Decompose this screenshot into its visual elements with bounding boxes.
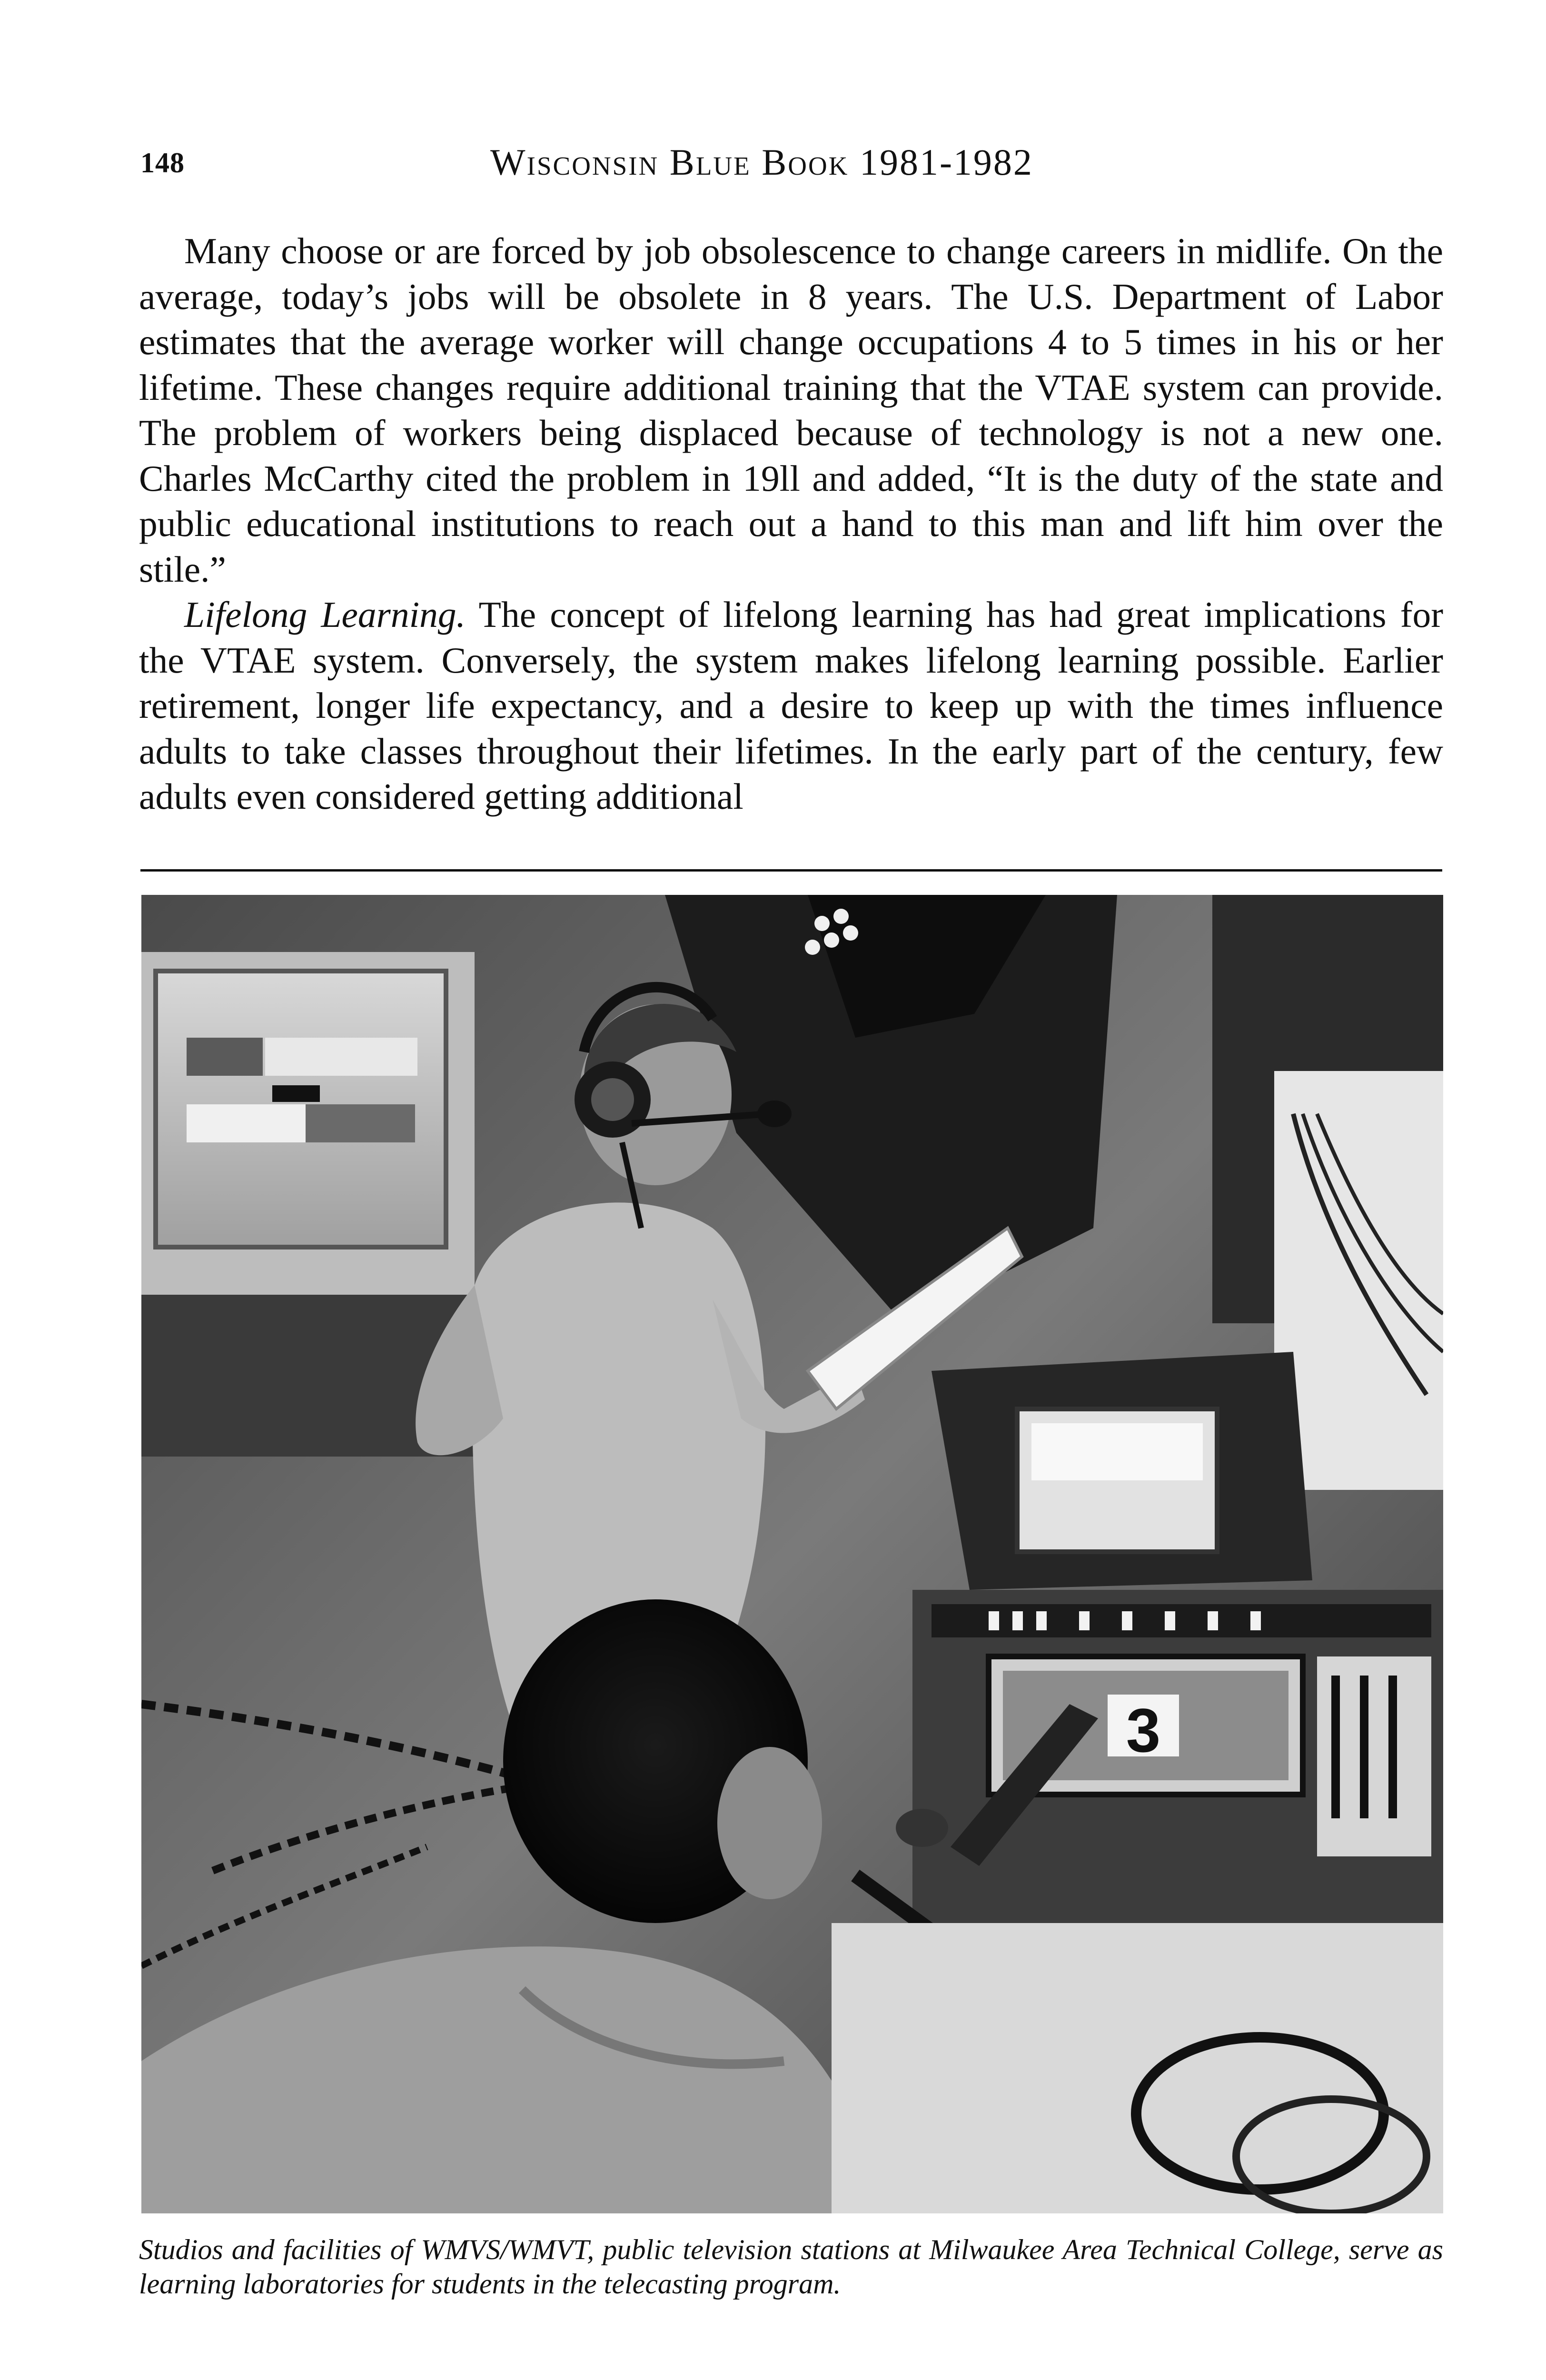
page-number: 148 <box>140 147 185 178</box>
body-text <box>139 228 1443 820</box>
monitor-digit: 3 <box>1126 1696 1161 1765</box>
running-head-initial: B <box>762 141 788 183</box>
paragraph-text: The concept of lifelong learning has had great implications for the VTAE system. Conversely, the system makes lifelong learning possible. Earlier retirement, longer life expectancy, and a desire to keep up with the times influence adults to take classes throughout their lifetimes. In the early part of the century, few adults even considered getting additional <box>139 594 1443 817</box>
running-head-smallcaps: ook <box>788 141 849 183</box>
paragraph-heading: Lifelong Learning. <box>184 594 466 635</box>
studio-photograph <box>141 895 1443 2213</box>
running-head-initial: B <box>669 141 696 183</box>
running-head-smallcaps: lue <box>695 141 751 183</box>
paragraph <box>139 592 1443 820</box>
paragraph: Many choose or are forced by job obsolescence to change careers in midlife. On the average, today’s jobs will be obsolete in 8 years. The U.S. Department of Labor estimates that the average worker will change occupations 4 to 5 times in his or her lifetime. These changes require additional training that the VTAE system can provide. The problem of workers being displaced because of technology is not a new one. Charles McCarthy cited the problem in 19ll and added, “It is the duty of the state and public educational institutions to reach out a hand to this man and lift him over the stile.” <box>139 230 1443 590</box>
running-head-smallcaps: isconsin <box>526 141 659 183</box>
running-head-years: 1981-1982 <box>859 141 1033 183</box>
horizontal-rule <box>140 869 1442 872</box>
photo-caption: Studios and facilities of WMVS/WMVT, public television stations at Milwaukee Area Technical College, serve as learning laboratories for students in the telecasting program. <box>139 2234 1443 2300</box>
photo-illustration <box>141 895 1443 2213</box>
running-head-initial: W <box>490 141 527 183</box>
running-head <box>490 141 1109 184</box>
